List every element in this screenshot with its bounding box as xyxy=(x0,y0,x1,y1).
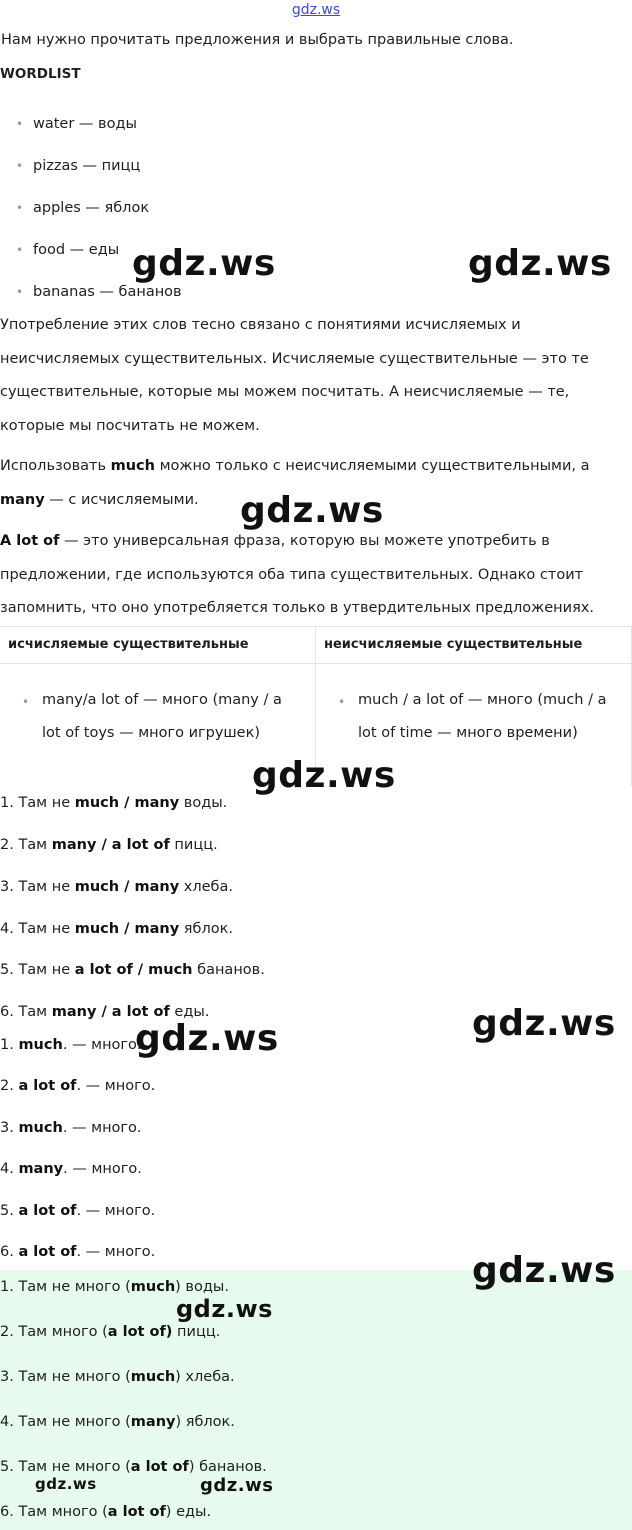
answer: much xyxy=(130,1369,176,1385)
exercise-item xyxy=(0,879,233,895)
text: можно только с неисчисляемыми существительными, а xyxy=(154,458,590,474)
keyword-many: many xyxy=(0,491,45,508)
paragraph-line: запомнить, что оно употребляется только в утвердительных предложениях. xyxy=(0,600,594,616)
answer-item xyxy=(0,1504,211,1520)
bullet-icon: • xyxy=(338,695,346,709)
answer: many xyxy=(130,1414,176,1430)
uncountable-header: неисчисляемые существительные xyxy=(316,626,631,664)
text: ) бананов. xyxy=(188,1459,267,1475)
explanation-line: существительные, которые мы можем посчитать. А неисчисляемые — те, xyxy=(0,384,570,400)
countable-cell xyxy=(0,664,315,750)
wordlist-heading: WORDLIST xyxy=(0,66,81,82)
text: бананов. xyxy=(192,962,265,978)
keyword-much: much xyxy=(110,458,155,474)
site-link[interactable]: gdz.ws xyxy=(291,2,341,18)
exercise-item xyxy=(0,837,218,853)
intro-text: Нам нужно прочитать предложения и выбрать правильные слова. xyxy=(1,32,514,48)
text: Использовать xyxy=(0,458,111,474)
watermark: gdz.ws xyxy=(35,1475,97,1493)
text: ) еды. xyxy=(165,1504,212,1520)
keyword-a-lot-of: A lot of xyxy=(0,533,60,549)
choice-item xyxy=(0,1161,142,1177)
text: 4. xyxy=(0,1161,19,1177)
text: — с исчисляемыми. xyxy=(44,491,199,508)
explanation-paragraph xyxy=(0,309,632,443)
text: — это универсальная фраза, которую вы можете употребить в xyxy=(59,533,550,549)
paragraph-line: предложении, где используются оба типа существительных. Однако стоит xyxy=(0,566,584,583)
choice: many / a lot of xyxy=(51,837,170,853)
choice: much / many xyxy=(74,879,180,895)
cell-line: many/a lot of — много (many / a xyxy=(42,692,282,708)
bullet-icon: • xyxy=(16,201,24,215)
choice-item xyxy=(0,1078,155,1094)
choice: much / many xyxy=(74,921,180,937)
wordlist-item: water — воды xyxy=(33,116,137,132)
text: 1. xyxy=(0,1037,19,1053)
text: . — много. xyxy=(76,1244,156,1260)
bullet-icon: • xyxy=(16,159,24,173)
choice: many / a lot of xyxy=(51,1004,170,1020)
choice: many xyxy=(18,1161,64,1177)
bullet-icon: • xyxy=(22,695,30,709)
answer: a lot of xyxy=(130,1459,189,1475)
bullet-icon: • xyxy=(16,243,24,257)
text: 3. Там не много ( xyxy=(0,1369,131,1385)
watermark: gdz.ws xyxy=(472,1003,616,1044)
text: воды. xyxy=(179,795,228,811)
countable-header: исчисляемые существительные xyxy=(0,626,315,664)
cell-line: lot of toys — много игрушек) xyxy=(42,725,261,741)
choice-item xyxy=(0,1244,155,1260)
watermark: gdz.ws xyxy=(176,1295,273,1323)
paragraph-line xyxy=(0,450,632,484)
uncountable-cell xyxy=(316,664,631,750)
text: яблок. xyxy=(179,921,233,937)
text: . — много. xyxy=(62,1120,142,1136)
answer-item xyxy=(0,1369,235,1385)
exercise-item xyxy=(0,962,265,978)
wordlist-item: food — еды xyxy=(33,242,120,258)
watermark: gdz.ws xyxy=(468,243,612,284)
choice-item xyxy=(0,1037,142,1053)
watermark: gdz.ws xyxy=(200,1475,274,1496)
text: 5. Там не xyxy=(0,962,75,978)
text: еды. xyxy=(169,1004,210,1020)
text: 3. Там не xyxy=(0,879,75,895)
a-lot-of-paragraph xyxy=(0,525,632,626)
watermark: gdz.ws xyxy=(240,490,384,531)
bullet-icon: • xyxy=(16,117,24,131)
text: . — много. xyxy=(76,1203,156,1219)
answer-item xyxy=(0,1414,235,1430)
wordlist-item: bananas — бананов xyxy=(33,284,182,300)
text: 5. xyxy=(0,1203,19,1219)
cell-line: lot of time — много времени) xyxy=(358,725,578,741)
cell-line: much / a lot of — много (much / a xyxy=(358,692,607,708)
exercise-item xyxy=(0,795,227,811)
answer-item xyxy=(0,1459,267,1475)
text: . — много. xyxy=(63,1161,142,1177)
choice: a lot of xyxy=(18,1078,77,1094)
wordlist-item: pizzas — пицц xyxy=(33,158,141,174)
choice: a lot of xyxy=(18,1203,77,1219)
text: 3. xyxy=(0,1120,19,1136)
watermark: gdz.ws xyxy=(252,755,396,796)
text: 5. Там не много ( xyxy=(0,1459,131,1475)
explanation-line: Употребление этих слов тесно связано с понятиями исчисляемых и xyxy=(0,317,521,333)
text: пицц. xyxy=(169,837,218,853)
answer-item xyxy=(0,1279,229,1295)
wordlist-item: apples — яблок xyxy=(33,200,150,216)
text: 1. Там не xyxy=(0,795,75,811)
choice-item xyxy=(0,1120,142,1136)
text: 2. Там много ( xyxy=(0,1324,108,1340)
text: хлеба. xyxy=(179,879,233,895)
watermark: gdz.ws xyxy=(472,1250,616,1291)
answer: much xyxy=(130,1279,176,1295)
text: 6. Там xyxy=(0,1004,52,1020)
choice: a lot of xyxy=(18,1244,77,1260)
text: 1. Там не много ( xyxy=(0,1279,131,1295)
text: . — много. xyxy=(62,1037,142,1053)
choice: a lot of / much xyxy=(74,962,193,978)
text: ) яблок. xyxy=(175,1414,235,1430)
explanation-line: неисчисляемых существительных. Исчисляемые существительные — это те xyxy=(0,350,589,367)
text: 6. Там много ( xyxy=(0,1504,108,1520)
bullet-icon: • xyxy=(16,285,24,299)
watermark: gdz.ws xyxy=(132,243,276,284)
answer-item xyxy=(0,1324,220,1340)
explanation-line: которые мы посчитать не можем. xyxy=(0,417,260,434)
text: 6. xyxy=(0,1244,19,1260)
choice: much / many xyxy=(74,795,180,811)
choice: much xyxy=(18,1120,63,1136)
text: ) воды. xyxy=(175,1279,229,1295)
text: 4. Там не xyxy=(0,921,75,937)
text: 2. Там xyxy=(0,837,52,853)
text: . — много. xyxy=(76,1078,156,1094)
text: пицц. xyxy=(172,1324,221,1340)
choice: much xyxy=(18,1037,63,1053)
text: 4. Там не много ( xyxy=(0,1414,131,1430)
text: 2. xyxy=(0,1078,19,1094)
watermark: gdz.ws xyxy=(135,1018,279,1059)
choice-item xyxy=(0,1203,155,1219)
text: ) хлеба. xyxy=(175,1369,235,1385)
answer: a lot of) xyxy=(107,1324,173,1340)
exercise-item xyxy=(0,921,233,937)
answer: a lot of xyxy=(107,1504,166,1520)
